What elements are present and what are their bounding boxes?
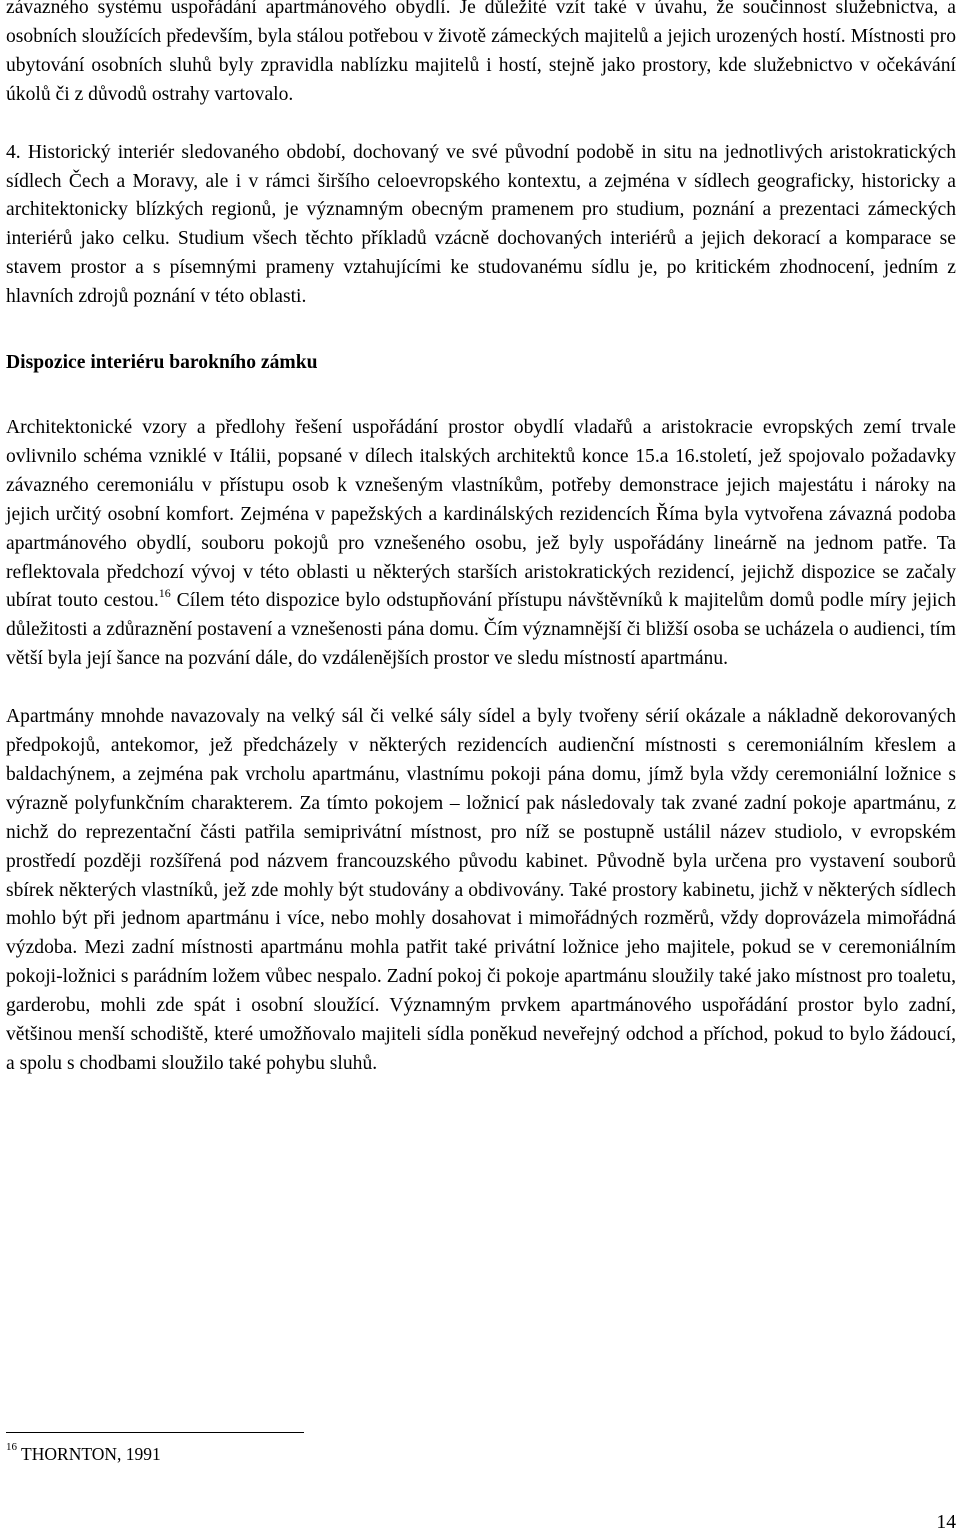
document-page [6, 0, 956, 1079]
footnote-text: THORNTON, 1991 [17, 1444, 161, 1464]
section-paragraph-1 [6, 414, 956, 674]
page-number: 14 [936, 1512, 956, 1533]
section-heading: Dispozice interiéru barokního zámku [6, 352, 318, 374]
footnote-number: 16 [6, 1441, 17, 1454]
footnote-separator [6, 1432, 304, 1433]
section-paragraph-2: Apartmány mnohde navazovaly na velký sál či velké sály sídel a byly tvořeny sérií okázale a nákladně dekorovaných předpokojů, antekomor, jež předcházely v některých rezidencích audienční místnosti s ceremoniálním křeslem a baldachýnem, a zejména pak vrcholu apartmánu, vlastnímu pokoji pána domu, jímž byla vždy ceremoniální ložnice s výrazně polyfunkčním charakterem. Za tímto pokojem – ložnicí pak následovaly tak zvané zadní pokoje apartmánu, z nichž do reprezentační části patřila semiprivátní místnost, pro níž se postupně ustálil název studiolo, v evropském prostředí později rozšířená pod názvem francouzského původu kabinet. Původně byla určena pro vystavení souborů sbírek některých vlastníků, jež zde mohly být studovány a obdivovány. Také prostory kabinetu, jichž v některých sídlech mohlo být při jednom apartmánu i více, nebo mohly dosahovat i mimořádných rozměrů, vždy doprovázela mimořádná výzdoba. Mezi zadní místnosti apartmánu mohla patřit také privátní ložnice jeho majitele, pokud se v ceremoniálním pokoji-ložnici s parádním ložem vůbec nespalo. Zadní pokoj či pokoje apartmánu sloužily také jako místnost pro toaletu, garderobu, mohli zde spát i osobní sloužící. Významným prvkem apartmánového uspořádání prostor bylo zadní, většinou menší schodiště, které umožňovalo majiteli sídla poněkud neveřejný odchod a příchod, pokud to bylo žádoucí, a spolu s chodbami sloužilo také pohybu sluhů. [6, 706, 956, 1074]
section-paragraph-1-part-a: Architektonické vzory a předlohy řešení uspořádání prostor obydlí vladařů a aristokracie evropských zemí trvale ovlivnilo schéma vzniklé v Itálii, popsané v dílech italských architektů konce 15.a 16.století, jež spojovalo požadavky závazného ceremoniálu v přístupu osob k vznešeným vlastníkům, potřeby demonstrace jejich majestátu i nároky na jejich určitý osobní komfort. Zejména v papežských a kardinálských rezidencích Říma byla vytvořena závazná podoba apartmánového obydlí, souboru pokojů pro vznešeného osobu, jež byly uspořádány lineárně na jednom patře. Ta reflektovala předchozí vývoj v této oblasti u některých starších aristokratických rezidencí, jejichž dispozice se začaly ubírat touto cestou. [6, 416, 956, 612]
footnote-reference[interactable]: 16 [158, 585, 171, 600]
point-4-paragraph: 4. Historický interiér sledovaného období, dochovaný ve své původní podobě in situ na jednotlivých aristokratických sídlech Čech a Moravy, ale i v rámci širšího celoevropského kontextu, a zejména v sídlech geograficky, historicky a architektonicky blízkých regionů, je významným obecným pramenem pro studium, poznání a prezentaci zámeckých interiérů jako celku. Studium všech těchto příkladů vzácně dochovaných interiérů a jejich dekorací a komparace se stavem prostor a s písemnými prameny vztahujícími ke studovanému sídlu je, po kritickém zhodnocení, jedním z hlavních zdrojů poznání v této oblasti. [6, 141, 956, 308]
section-paragraph-1-part-b: Cílem této dispozice bylo odstupňování přístupu návštěvníků k majitelům domů podle míry jejich důležitosti a zdůraznění postavení a vznešenosti pána domu. Čím významnější či bližší osoba se ucházela o audienci, tím větší byla její šance na pozvání dále, do vzdálenějších prostor ve sledu místností apartmánu. [6, 590, 956, 670]
intro-paragraph: závazného systému uspořádání apartmánového obydlí. Je důležité vzít také v úvahu, že součinnost služebnictva, a osobních sloužících především, byla stálou potřebou v životě zámeckých majitelů a jejich urozených hostí. Místnosti pro ubytování osobních sluhů byly zpravidla nablízku majitelů i hostí, stejně jako prostory, kde služebnictvo v očekávání úkolů či z důvodů ostrahy vartovalo. [6, 0, 956, 105]
footnote [6, 1441, 161, 1467]
